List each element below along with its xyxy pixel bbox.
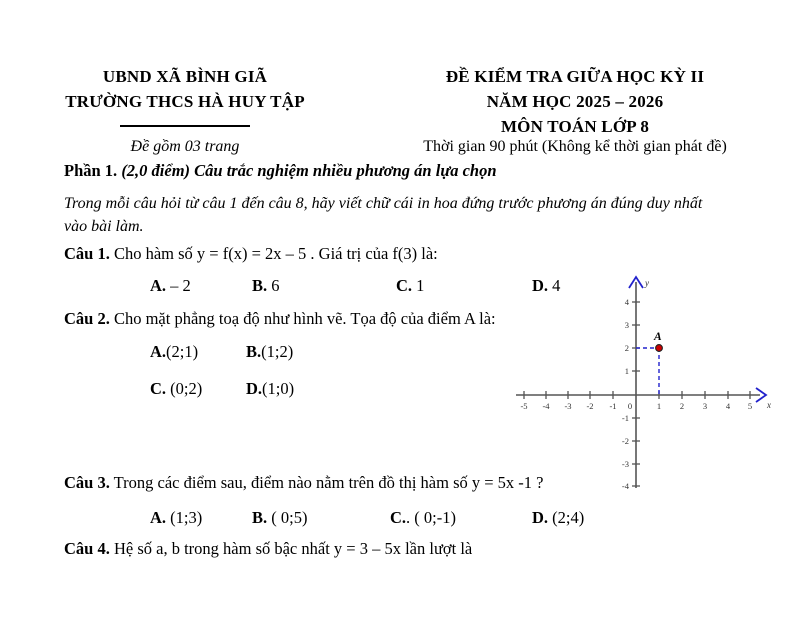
question-2-text: Cho mặt phẳng toạ độ như hình vẽ. Tọa độ của điểm A là: [109,309,496,328]
question-3-option-c[interactable] [390,507,456,529]
svg-text:1: 1 [624,366,629,376]
svg-text:0: 0 [627,401,633,411]
question-2-option-b[interactable] [246,341,293,363]
y-axis-tick-labels [621,297,633,491]
document-header [0,64,793,139]
svg-text:-3: -3 [621,459,629,469]
option-key: C. [390,508,407,527]
option-key: B. [246,342,262,361]
option-value: (2;4) [548,508,585,527]
option-value: (0;2) [166,379,203,398]
question-3-option-d[interactable] [532,507,584,529]
subject-grade: MÔN TOÁN LỚP 8 [500,117,650,136]
school-name: TRƯỜNG THCS HÀ HUY TẬP [65,92,305,111]
option-key: D. [532,508,549,527]
page-count-note: Đề gồm 03 trang [130,138,240,155]
svg-text:-4: -4 [621,481,629,491]
option-key: C. [150,379,167,398]
question-3 [64,472,544,494]
point-a-label: A [654,331,662,343]
question-1-option-a[interactable] [150,275,191,297]
option-key: D. [532,276,549,295]
option-value: (1;0) [262,379,295,398]
part-score-desc: (2,0 điểm) Câu trắc nghiệm nhiều phương án lựa chọn [121,161,497,180]
option-value: 4 [548,276,561,295]
option-key: A. [150,342,167,361]
x-axis-label: x [767,400,771,410]
question-3-text: Trong các điểm sau, điểm nào nằm trên đồ thị hàm số y = 5x -1 ? [109,473,544,492]
point-a-marker [656,345,663,352]
question-3-options [64,507,704,531]
svg-text:-4: -4 [542,401,550,411]
option-value: (2;1) [166,342,199,361]
option-key: A. [150,508,167,527]
header-divider [120,125,250,127]
svg-text:3: 3 [702,401,708,411]
question-2-option-d[interactable] [246,378,294,400]
question-2-option-c[interactable] [150,378,202,400]
svg-text:-2: -2 [621,436,629,446]
svg-text:-5: -5 [520,401,528,411]
question-1-text: Cho hàm số y = f(x) = 2x – 5 . Giá trị của f(3) là: [109,244,438,263]
svg-text:2: 2 [679,401,685,411]
duration-note: Thời gian 90 phút (Không kể thời gian phát đề) [423,138,727,155]
svg-text:-1: -1 [621,413,629,423]
option-key: A. [150,276,167,295]
option-value: (1;2) [261,342,294,361]
question-4-number: Câu 4. [64,539,110,558]
exam-title: ĐỀ KIỂM TRA GIỮA HỌC KỲ II [445,67,705,86]
svg-text:3: 3 [624,320,629,330]
question-2 [64,308,496,330]
question-1 [64,243,438,265]
school-year: NĂM HỌC 2025 – 2026 [486,92,664,111]
question-3-option-b[interactable] [252,507,307,529]
svg-text:4: 4 [624,297,629,307]
option-value: 6 [267,276,280,295]
svg-text:1: 1 [656,401,662,411]
question-3-number: Câu 3. [64,473,110,492]
svg-text:-2: -2 [586,401,594,411]
question-1-number: Câu 1. [64,244,110,263]
option-value: – 2 [166,276,191,295]
svg-text:4: 4 [725,401,731,411]
header-left-block [0,64,360,139]
part-label: Phần 1. [64,161,118,180]
option-key: D. [246,379,263,398]
question-4 [64,538,472,560]
part-instruction: Trong mỗi câu hỏi từ câu 1 đến câu 8, hãy viết chữ cái in hoa đứng trước phương án đúng duy nhất vào bài làm. [64,195,703,235]
question-3-option-a[interactable] [150,507,202,529]
question-2-option-a[interactable] [150,341,198,363]
option-value: (1;3) [166,508,203,527]
question-1-option-c[interactable] [396,275,424,297]
y-axis-label: y [645,278,649,288]
part-heading [64,160,497,182]
header-right-block [360,64,790,139]
svg-text:5: 5 [747,401,753,411]
coordinate-plane-figure [508,270,786,495]
option-value: . ( 0;-1) [406,508,456,527]
svg-text:-3: -3 [564,401,572,411]
question-4-text: Hệ số a, b trong hàm số bậc nhất y = 3 – 5x lần lượt là [109,539,473,558]
option-key: B. [252,276,268,295]
svg-text:2: 2 [624,343,629,353]
header-subline-row [0,136,793,157]
question-1-option-b[interactable] [252,275,280,297]
option-value: 1 [412,276,425,295]
question-2-options [64,341,494,401]
question-2-number: Câu 2. [64,309,110,328]
issuing-authority: UBND XÃ BÌNH GIÃ [102,67,268,86]
option-key: B. [252,508,268,527]
option-key: C. [396,276,413,295]
option-value: ( 0;5) [267,508,308,527]
svg-text:-1: -1 [609,401,617,411]
